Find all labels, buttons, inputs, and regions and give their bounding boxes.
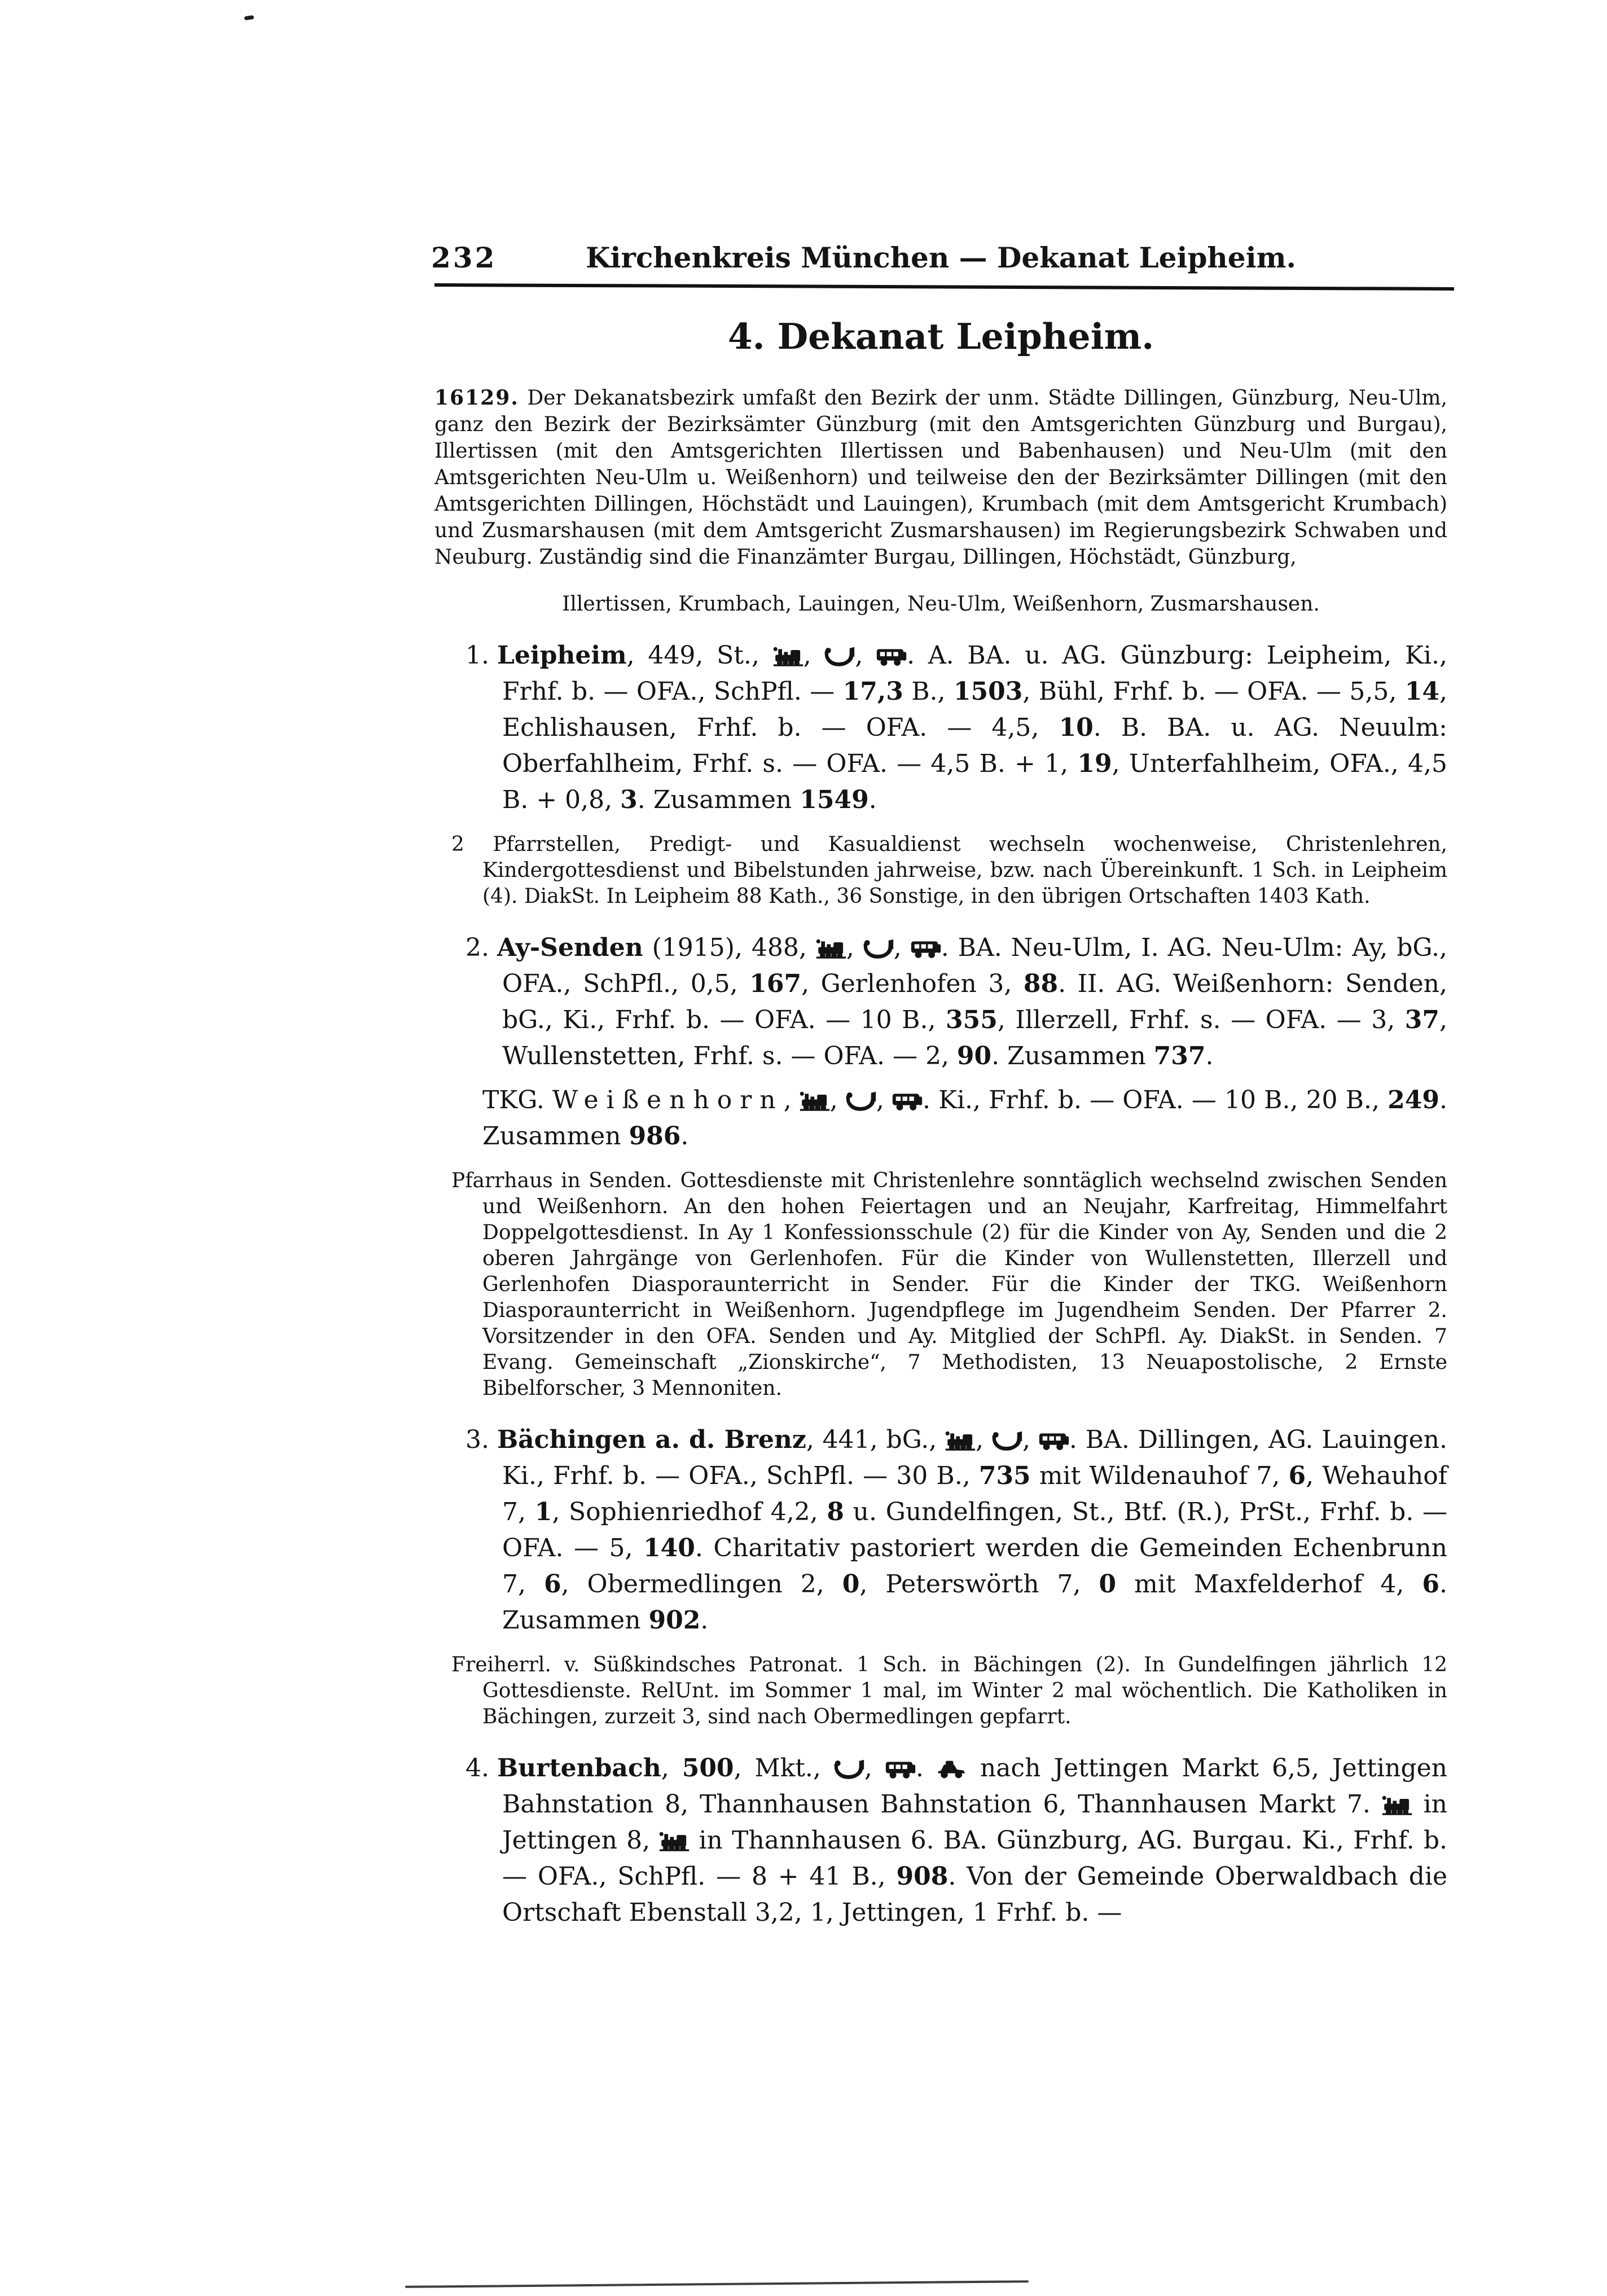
- text-run: 14: [1404, 677, 1439, 706]
- text-run: TKG.: [482, 1086, 552, 1114]
- text-run: 140: [643, 1534, 695, 1562]
- text-run: Leipheim: [497, 641, 627, 670]
- entry-text: [497, 1754, 1447, 1927]
- text-run: Ay-Senden: [497, 933, 643, 962]
- parish-entry-burtenbach: [466, 1750, 1447, 1931]
- text-run: ,: [803, 641, 825, 670]
- text-run: , 449, St.,: [626, 641, 773, 670]
- text-run: 90: [956, 1042, 992, 1070]
- text-run: ,: [976, 1425, 992, 1454]
- bus-icon: [876, 646, 907, 666]
- text-run: in Jettingen 8,: [502, 1790, 1447, 1855]
- scan-artifact-bottom: [405, 2280, 1029, 2288]
- intro-paragraph: [434, 385, 1447, 570]
- page-number: 232: [431, 241, 497, 274]
- text-run: .: [1205, 1042, 1214, 1070]
- railway-icon: [773, 646, 804, 666]
- entry-number: 3.: [466, 1425, 489, 1454]
- intro-body: Der Dekanatsbezirk umfaßt den Bezirk der unm. Städte Dillingen, Günzburg, Neu-Ulm, ganz den Bezirk der Bezirksämter Günzburg (mit den Amtsgerichten Günzburg und Burgau), Illertissen (mit den Amtsgerichten Illertissen und Babenhausen) und Neu-Ulm (mit den Amtsgerichten Neu-Ulm u. Weißenhorn) und teilweise den der Bezirksämter Dillingen (mit den Amtsgerichten Dillingen, Höchstädt und Lauingen), Krumbach (mit dem Amtsgericht Krumbach) und Zusmarshausen (mit dem Amtsgericht Zusmarshausen) im Regierungsbezirk Schwaben und Neuburg. Zuständig sind die Finanzämter Burgau, Dillingen, Höchstädt, Günzburg,: [434, 387, 1447, 569]
- text-run: ,: [661, 1754, 682, 1783]
- text-run: Bächingen a. d. Brenz: [497, 1425, 806, 1454]
- text-run: . Charitativ pastoriert werden die Gemeinden Echenbrunn 7,: [502, 1534, 1447, 1599]
- posthorn-icon: [863, 938, 894, 959]
- entry-note-leipheim: 2 Pfarrstellen, Predigt- und Kasualdienst wechseln wochenweise, Christenlehren, Kindergottesdienst und Bibelstunden jahrweise, bzw. nach Übereinkunft. 1 Sch. in Leipheim (4). DiakSt. In Leipheim 88 Kath., 36 Sonstige, in den übrigen Ortschaften 1403 Kath.: [451, 833, 1447, 908]
- auto-icon: [937, 1759, 967, 1779]
- text-run: in Thannhausen 6. BA. Günzburg, AG. Burgau. Ki., Frhf. b. — OFA., SchPfl. — 8 + 41 B.,: [502, 1826, 1447, 1891]
- text-run: . BA. Neu-Ulm, I. AG. Neu-Ulm: Ay, bG., OFA., SchPfl., 0,5,: [502, 933, 1447, 998]
- text-run: . BA. Dillingen, AG. Lauingen. Ki., Frhf. b. — OFA., SchPfl. — 30 B.,: [502, 1425, 1447, 1490]
- text-run: Burtenbach: [497, 1754, 661, 1783]
- text-run: . Ki., Frhf. b. — OFA. — 10 B., 20 B.,: [922, 1086, 1388, 1114]
- bus-icon: [892, 1091, 923, 1111]
- text-run: , Mkt.,: [734, 1754, 834, 1783]
- text-run: ,: [829, 1086, 846, 1114]
- text-run: 908: [896, 1862, 949, 1891]
- text-run: .: [868, 785, 877, 814]
- text-run: .: [700, 1606, 709, 1635]
- parish-entry-baechingen: [466, 1422, 1447, 1639]
- entry-text: [497, 641, 1447, 814]
- posthorn-icon: [992, 1430, 1022, 1451]
- text-run: , Wullenstetten, Frhf. s. — OFA. — 2,: [502, 1006, 1447, 1070]
- text-run: , Bühl, Frhf. b. — OFA. — 5,5,: [1022, 677, 1405, 706]
- text-run: , 441, bG.,: [806, 1425, 946, 1454]
- text-run: . Von der Gemeinde Oberwaldbach die Ortschaft Ebenstall 3,2, 1, Jettingen, 1 Frhf. b. —: [502, 1862, 1448, 1927]
- header-divider-rule: [434, 283, 1454, 291]
- entry-note-baechingen: Freiherrl. v. Süßkindsches Patronat. 1 Sch. in Bächingen (2). In Gundelfingen jährlich 12 Gottesdienste. RelUnt. im Sommer 1 mal, im Winter 2 mal wöchentlich. Die Katholiken in Bächingen, zurzeit 3, sind nach Obermedlingen gepfarrt.: [451, 1653, 1447, 1728]
- entry-text: [497, 933, 1447, 1070]
- text-run: . Zusammen: [637, 785, 800, 814]
- text-run: 1549: [800, 785, 869, 814]
- text-run: . Zusammen: [502, 1570, 1448, 1635]
- text-run: , Obermedlingen 2,: [561, 1570, 842, 1599]
- text-run: ,: [864, 1754, 885, 1783]
- text-run: 500: [682, 1754, 734, 1783]
- text-run: 3: [620, 785, 638, 814]
- text-run: B.,: [903, 677, 954, 706]
- text-run: nach Jettingen Markt 6,5, Jettingen Bahnstation 8, Thannhausen Bahnstation 6, Thannhausen Markt 7.: [502, 1754, 1447, 1819]
- posthorn-icon: [846, 1091, 876, 1111]
- text-run: ,: [855, 641, 877, 670]
- text-run: 19: [1077, 749, 1112, 778]
- bus-icon: [911, 938, 941, 959]
- text-run: ,: [1022, 1425, 1039, 1454]
- intro-entry-id: 16129.: [434, 386, 519, 410]
- text-run: ,: [876, 1086, 892, 1114]
- text-run: , Echlishausen, Frhf. b. — OFA. — 4,5,: [502, 677, 1447, 742]
- text-run: mit Maxfelderhof 4,: [1116, 1570, 1422, 1599]
- text-run: , Sophienriedhof 4,2,: [552, 1498, 827, 1526]
- text-run: 167: [749, 969, 802, 998]
- text-run: 355: [946, 1006, 998, 1034]
- text-run: , Peterswörth 7,: [859, 1570, 1099, 1599]
- text-run: . Zusammen: [991, 1042, 1154, 1070]
- text-run: (1915), 488,: [643, 933, 816, 962]
- text-run: 986: [629, 1122, 681, 1151]
- intro-last-line: Illertissen, Krumbach, Lauingen, Neu-Ulm, Weißenhorn, Zusmarshausen.: [562, 592, 1320, 616]
- tkg-weissenhorn-paragraph: [482, 1082, 1447, 1154]
- text-run: 37: [1404, 1006, 1439, 1034]
- posthorn-icon: [824, 646, 855, 666]
- entry-number: 4.: [466, 1754, 489, 1783]
- text-run: , Wehauhof 7,: [502, 1461, 1447, 1526]
- text-run: 902: [648, 1606, 701, 1635]
- bus-icon: [885, 1759, 916, 1779]
- text-run: ,: [893, 933, 911, 962]
- running-title: Kirchenkreis München — Dekanat Leipheim.: [586, 241, 1296, 274]
- posthorn-icon: [834, 1759, 864, 1779]
- railway-icon: [800, 1091, 830, 1111]
- text-run: . II. AG. Weißenhorn: Senden, bG., Ki., Frhf. b. — OFA. — 10 B.,: [502, 969, 1447, 1034]
- text-run: 0: [1099, 1570, 1117, 1599]
- entry-number: 1.: [466, 641, 489, 670]
- bus-icon: [1039, 1430, 1069, 1451]
- text-run: 0: [842, 1570, 860, 1599]
- text-run: 6: [1422, 1570, 1440, 1599]
- text-run: 6: [1288, 1461, 1306, 1490]
- text-run: . B. BA. u. AG. Neuulm: Oberfahlheim, Frhf. s. — OFA. — 4,5 B. + 1,: [502, 713, 1447, 778]
- text-run: ,: [846, 933, 863, 962]
- text-run: , Unterfahlheim, OFA., 4,5 B. + 0,8,: [502, 749, 1447, 814]
- text-run: Weißenhorn: [552, 1086, 784, 1114]
- text-run: . Zusammen: [482, 1086, 1447, 1151]
- text-run: 17,3: [842, 677, 903, 706]
- running-head: [431, 241, 1447, 274]
- text-run: 1503: [953, 677, 1023, 706]
- entry-text: [497, 1425, 1447, 1635]
- text-run: 8: [827, 1498, 844, 1526]
- text-run: , Gerlenhofen 3,: [801, 969, 1024, 998]
- text-run: 735: [978, 1461, 1031, 1490]
- parish-entry-ay-senden: [466, 930, 1447, 1074]
- text-run: .: [680, 1122, 689, 1151]
- text-run: 10: [1059, 713, 1094, 742]
- railway-icon: [945, 1430, 976, 1451]
- text-run: 6: [543, 1570, 561, 1599]
- text-run: , Illerzell, Frhf. s. — OFA. — 3,: [997, 1006, 1405, 1034]
- entry-note-ay-senden: Pfarrhaus in Senden. Gottesdienste mit Christenlehre sonntäglich wechselnd zwischen Senden und Weißenhorn. An den hohen Feiertagen und an Neujahr, Karfreitag, Himmelfahrt Doppelgottesdienst. In Ay 1 Konfessionsschule (2) für die Kinder von Ay, Senden und die 2 oberen Jahrgänge von Gerlenhofen. Für die Kinder von Wullenstetten, Illerzell und Gerlenhofen Diasporaunterricht in Sender. Für die Kinder der TKG. Weißenhorn Diasporaunterricht in Weißenhorn. Jugendpflege im Jugendheim Senden. Der Pfarrer 2. Vorsitzender in den OFA. Senden und Ay. Mitglied der SchPfl. Ay. DiakSt. in Senden. 7 Evang. Gemeinschaft „Zionskirche“, 7 Methodisten, 13 Neuapostolische, 2 Ernste Bibelforscher, 3 Mennoniten.: [451, 1169, 1447, 1400]
- text-run: .: [915, 1754, 937, 1783]
- railway-icon: [816, 938, 846, 959]
- text-run: 88: [1023, 969, 1059, 998]
- railway-icon: [659, 1831, 690, 1851]
- scan-artifact-top: [244, 15, 254, 20]
- text-run: mit Wildenauhof 7,: [1030, 1461, 1289, 1490]
- entry-number: 2.: [466, 933, 489, 962]
- text-run: ,: [783, 1086, 800, 1114]
- text-run: . A. BA. u. AG. Günzburg: Leipheim, Ki., Frhf. b. — OFA., SchPfl. —: [502, 641, 1447, 706]
- parish-entry-leipheim: [466, 638, 1447, 818]
- section-title: 4. Dekanat Leipheim.: [727, 315, 1154, 357]
- text-run: 1: [534, 1498, 552, 1526]
- text-run: 737: [1153, 1042, 1206, 1070]
- text-run: 249: [1388, 1086, 1439, 1114]
- railway-icon: [1382, 1795, 1412, 1815]
- text-run: u. Gundelfingen, St., Btf. (R.), PrSt., Frhf. b. — OFA. — 5,: [502, 1498, 1448, 1562]
